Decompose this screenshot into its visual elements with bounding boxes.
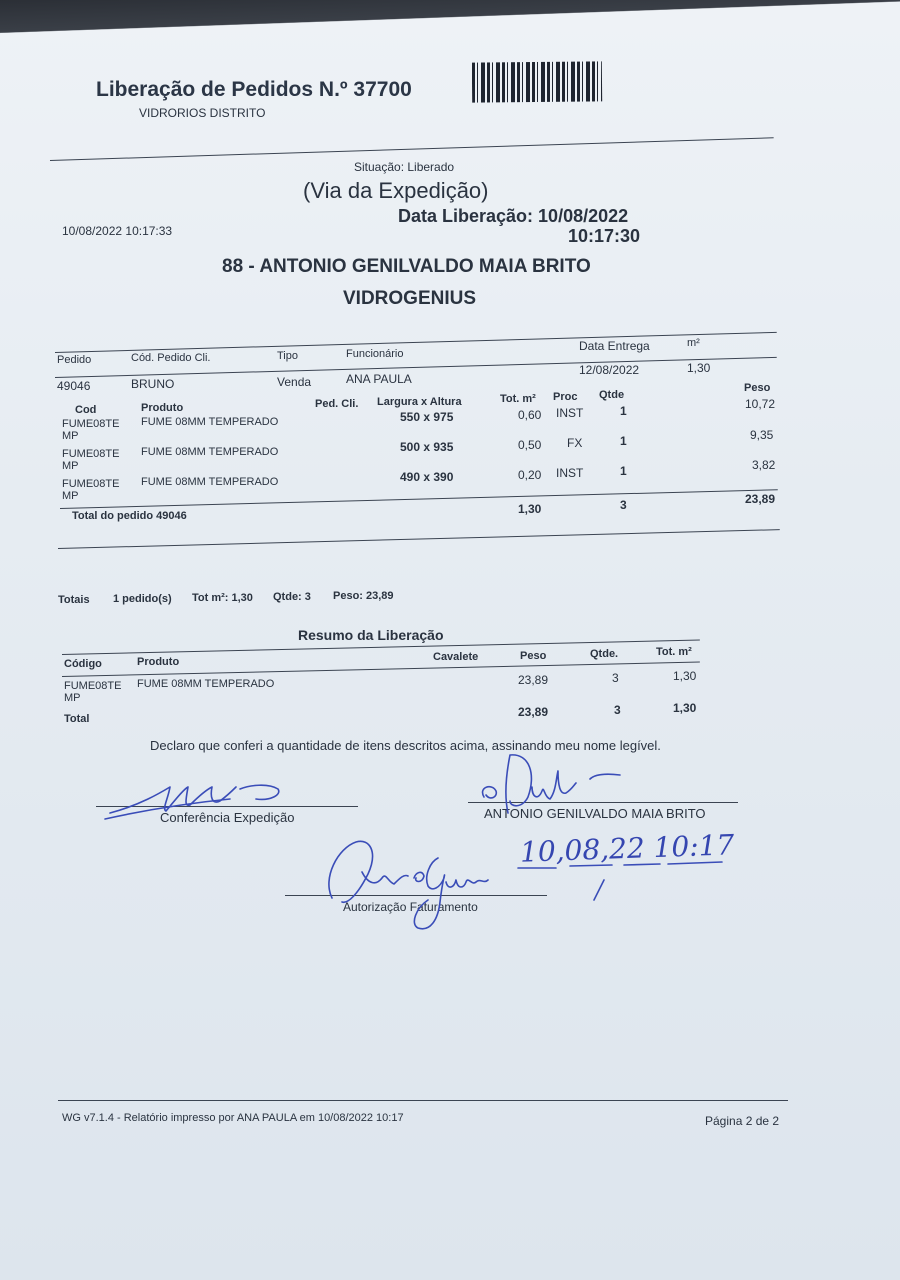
summary-col-qtde: Qtde. bbox=[590, 648, 619, 660]
header-divider bbox=[50, 137, 774, 161]
company-name: VIDRORIOS DISTRITO bbox=[139, 106, 266, 120]
value-funcionario: ANA PAULA bbox=[346, 372, 412, 386]
item-cod: FUME08TE bbox=[62, 448, 120, 460]
item-produto: FUME 08MM TEMPERADO bbox=[141, 446, 279, 458]
label-m2: m² bbox=[687, 337, 700, 349]
summary-total-label: Total bbox=[64, 713, 90, 725]
col-peso: Peso bbox=[744, 382, 771, 394]
item-peso: 9,35 bbox=[750, 428, 774, 442]
order-divider-top bbox=[55, 332, 777, 353]
signature-label-autorizacao: Autorização Faturamento bbox=[343, 900, 478, 914]
summary-codigo-suffix: MP bbox=[64, 692, 81, 704]
summary-total-peso: 23,89 bbox=[518, 705, 549, 719]
item-cod-suffix: MP bbox=[62, 460, 79, 472]
item-tot-m2: 0,20 bbox=[518, 468, 542, 482]
via-title: (Via da Expedição) bbox=[303, 178, 489, 203]
handwritten-date-underline bbox=[516, 858, 731, 908]
order-total-peso: 23,89 bbox=[745, 492, 776, 506]
footer-divider bbox=[58, 1100, 788, 1101]
totals-m2: Tot m²: 1,30 bbox=[192, 592, 253, 604]
summary-tot-m2: 1,30 bbox=[673, 669, 697, 683]
label-data-entrega: Data Entrega bbox=[579, 339, 650, 353]
handwritten-signature-cliente bbox=[470, 735, 670, 825]
signature-label-conferencia: Conferência Expedição bbox=[160, 810, 295, 825]
release-date: Data Liberação: 10/08/2022 bbox=[398, 206, 629, 226]
barcode bbox=[472, 61, 602, 102]
totals-peso: Peso: 23,89 bbox=[333, 590, 394, 602]
item-cod-suffix: MP bbox=[62, 490, 79, 502]
summary-produto: FUME 08MM TEMPERADO bbox=[137, 678, 275, 690]
label-funcionario: Funcionário bbox=[346, 348, 404, 360]
summary-title: Resumo da Liberação bbox=[298, 627, 444, 643]
col-largura-altura: Largura x Altura bbox=[377, 396, 462, 408]
value-pedido: 49046 bbox=[57, 379, 91, 393]
order-total-m2: 1,30 bbox=[518, 502, 542, 516]
footer-page-number: Página 2 de 2 bbox=[705, 1114, 780, 1128]
order-bottom-divider bbox=[58, 529, 780, 549]
item-produto: FUME 08MM TEMPERADO bbox=[141, 416, 279, 428]
item-qtde: 1 bbox=[620, 404, 627, 418]
declaration-text: Declaro que conferi a quantidade de itens descritos acima, assinando meu nome legível. bbox=[150, 738, 661, 753]
handwritten-signature-autorizacao bbox=[318, 828, 508, 938]
summary-col-codigo: Código bbox=[64, 658, 102, 670]
col-cod: Cod bbox=[75, 404, 97, 416]
client-name: 88 - ANTONIO GENILVALDO MAIA BRITO bbox=[222, 256, 591, 277]
item-dimensions: 490 x 390 bbox=[400, 470, 454, 484]
col-produto: Produto bbox=[141, 402, 184, 414]
handwritten-signature-conferencia bbox=[100, 775, 300, 825]
item-proc: FX bbox=[567, 436, 583, 450]
handwritten-date: 10,08,22 10:17 bbox=[519, 828, 735, 869]
item-proc: INST bbox=[556, 406, 584, 420]
value-data-entrega: 12/08/2022 bbox=[579, 363, 640, 377]
item-tot-m2: 0,60 bbox=[518, 408, 542, 422]
label-cod-pedido-cli: Cód. Pedido Cli. bbox=[131, 352, 211, 364]
item-cod: FUME08TE bbox=[62, 478, 120, 490]
col-ped-cli: Ped. Cli. bbox=[315, 398, 359, 410]
value-cod-pedido-cli: BRUNO bbox=[131, 377, 175, 391]
order-total-divider bbox=[60, 489, 778, 509]
signature-label-cliente: ANTONIO GENILVALDO MAIA BRITO bbox=[484, 806, 706, 821]
item-produto: FUME 08MM TEMPERADO bbox=[141, 476, 279, 488]
item-peso: 10,72 bbox=[745, 397, 776, 411]
totals-qtde: Qtde: 3 bbox=[273, 591, 311, 603]
value-m2: 1,30 bbox=[687, 361, 711, 375]
release-time: 10:17:30 bbox=[568, 226, 641, 246]
item-qtde: 1 bbox=[620, 464, 627, 478]
footer-report-info: WG v7.1.4 - Relatório impresso por ANA PAULA em 10/08/2022 10:17 bbox=[62, 1112, 404, 1124]
summary-qtde: 3 bbox=[612, 671, 619, 685]
totals-label: Totais bbox=[58, 594, 90, 606]
item-dimensions: 550 x 975 bbox=[400, 410, 454, 424]
summary-col-cavalete: Cavalete bbox=[433, 651, 479, 663]
summary-total-m2: 1,30 bbox=[673, 701, 697, 715]
order-total-label: Total do pedido 49046 bbox=[72, 510, 187, 522]
label-tipo: Tipo bbox=[277, 350, 298, 362]
summary-col-produto: Produto bbox=[137, 656, 180, 668]
status-text: Situação: Liberado bbox=[354, 160, 455, 174]
summary-col-peso: Peso bbox=[520, 650, 547, 662]
col-qtde: Qtde bbox=[599, 389, 625, 401]
summary-peso: 23,89 bbox=[518, 673, 549, 687]
item-peso: 3,82 bbox=[752, 458, 776, 472]
order-total-qtde: 3 bbox=[620, 498, 627, 512]
document-title: Liberação de Pedidos N.º 37700 bbox=[96, 78, 412, 101]
item-cod: FUME08TE bbox=[62, 418, 120, 430]
item-tot-m2: 0,50 bbox=[518, 438, 542, 452]
summary-col-tot-m2: Tot. m² bbox=[656, 646, 692, 658]
summary-total-qtde: 3 bbox=[614, 703, 621, 717]
col-proc: Proc bbox=[553, 391, 578, 403]
summary-codigo: FUME08TE bbox=[64, 680, 122, 692]
value-tipo: Venda bbox=[277, 375, 312, 389]
item-proc: INST bbox=[556, 466, 584, 480]
col-tot-m2: Tot. m² bbox=[500, 393, 536, 405]
item-dimensions: 500 x 935 bbox=[400, 440, 454, 454]
totals-pedidos: 1 pedido(s) bbox=[113, 593, 172, 605]
client-company: VIDROGENIUS bbox=[343, 288, 477, 309]
label-pedido: Pedido bbox=[57, 354, 92, 366]
printed-datetime: 10/08/2022 10:17:33 bbox=[62, 224, 173, 238]
item-qtde: 1 bbox=[620, 434, 627, 448]
page-top-shadow bbox=[0, 0, 900, 46]
item-cod-suffix: MP bbox=[62, 430, 79, 442]
